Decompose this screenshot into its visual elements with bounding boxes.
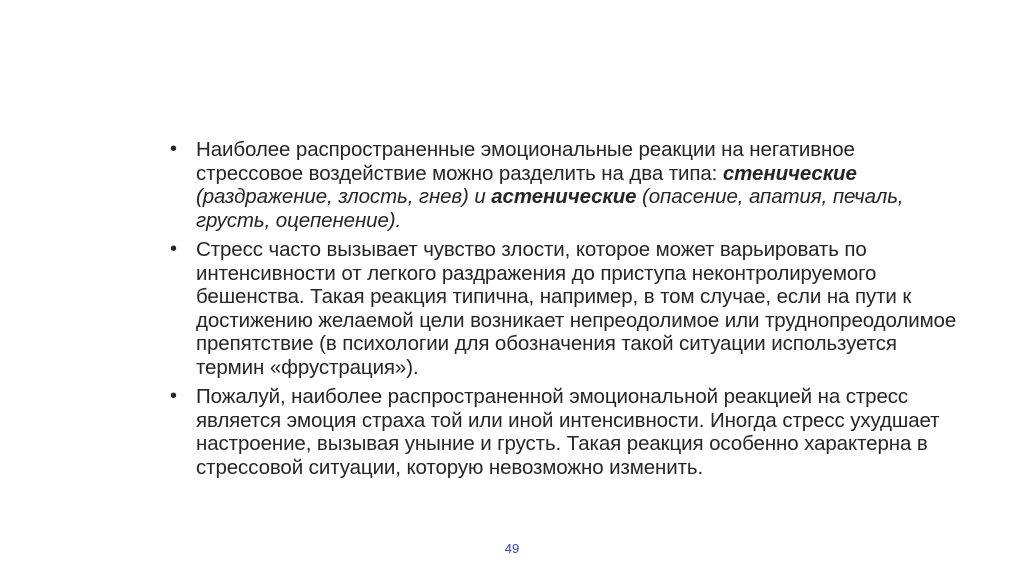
bullet-icon: •	[170, 238, 177, 260]
bullet-icon: •	[170, 385, 177, 407]
term-asthenic: астенические	[491, 185, 637, 208]
bullet-text: Пожалуй, наиболее распространенной эмоциональной реакцией на стресс является эмоция страха той или иной интенсивности. Иногда стресс ухудшает настроение, вызывая уныние и грусть. Такая реакция особенно характерна в стрессовой ситуации, которую невозможно изменить.	[196, 385, 940, 479]
page-number: 49	[504, 541, 520, 556]
bullet-item-emotional-reactions	[168, 138, 958, 232]
term-asthenic-description: (опасение, апатия, печаль, грусть, оцепенение).	[196, 185, 904, 232]
bullet-item-anger	[168, 238, 958, 379]
bullet-list	[168, 138, 958, 485]
bullet-item-fear	[168, 385, 958, 479]
bullet-icon: •	[170, 138, 177, 160]
term-sthenic-description: (раздражение, злость, гнев) и	[196, 185, 492, 208]
bullet-text: Стресс часто вызывает чувство злости, которое может варьировать по интенсивности от легкого раздражения до приступа неконтролируемого бешенства. Такая реакция типична, например, в том случае, если на пути к достижению желаемой цели возникает непреодолимое или труднопреодолимое препятствие (в психологии для обозначения такой ситуации используется термин «фрустрация»).	[196, 238, 957, 379]
term-sthenic: стенические	[722, 161, 857, 185]
bullet-text	[196, 138, 904, 232]
bullet-intro-text: Наиболее распространенные эмоциональные реакции на негативное стрессовое воздействие можно разделить на два типа:	[196, 138, 855, 185]
